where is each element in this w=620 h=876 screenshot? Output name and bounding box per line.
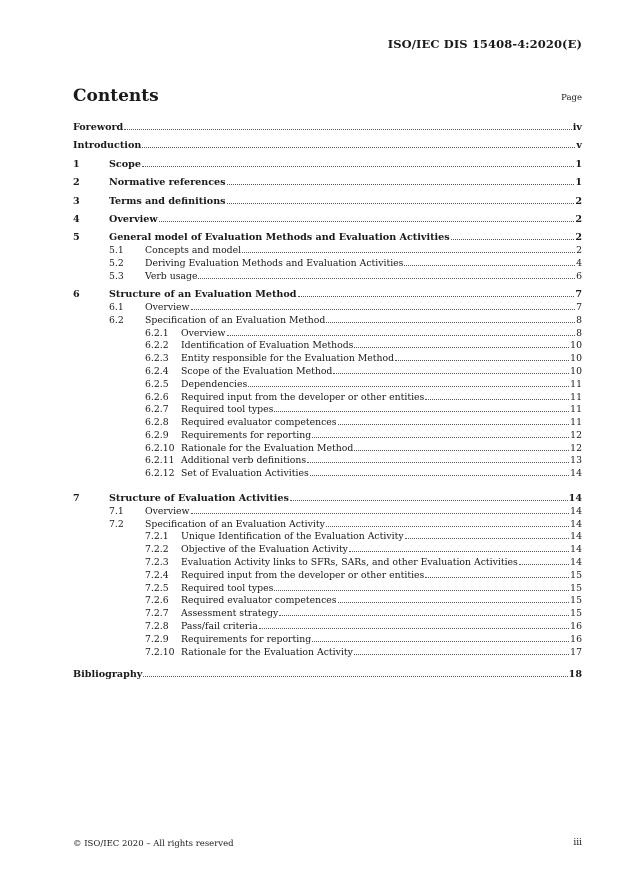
dot-leader	[191, 513, 570, 514]
toc-entry-number: 2	[73, 177, 80, 189]
toc-entry-page: 12	[570, 442, 582, 454]
toc-entry[interactable]	[73, 647, 582, 660]
dot-leader	[338, 602, 570, 603]
dot-leader	[519, 564, 569, 565]
page-number: iii	[573, 838, 582, 848]
toc-entry-title: Required input from the developer or other entities	[181, 569, 425, 581]
toc-entry-page: 10	[570, 353, 582, 365]
toc-entry-number: 7.2.6	[145, 595, 169, 607]
toc-entry-page: 16	[570, 633, 582, 645]
toc-entry-title: Required input from the developer or other entities	[181, 391, 425, 403]
dot-leader	[274, 590, 569, 591]
dot-leader	[405, 538, 570, 539]
toc-entry-page: 11	[570, 404, 582, 416]
toc-entry-number: 6.2.5	[145, 378, 169, 390]
toc-entry[interactable]	[73, 608, 582, 621]
toc-entry-page: 16	[570, 621, 582, 633]
toc-entry-number: 7.2.8	[145, 621, 169, 633]
toc-entry-page: 14	[570, 557, 582, 569]
toc-entry-number: 4	[73, 213, 80, 225]
toc-entry[interactable]	[73, 366, 582, 379]
dot-leader	[259, 628, 569, 629]
toc-entry-title: Dependencies	[181, 378, 248, 390]
toc-entry-number: 7.1	[109, 505, 124, 517]
toc-entry-page: 10	[570, 365, 582, 377]
toc-entry-title: Requirements for reporting	[181, 429, 312, 441]
toc-entry-title: Concepts and model	[145, 245, 242, 257]
toc-entry-title: Specification of an Evaluation Activity	[145, 518, 325, 530]
contents-title: Contents	[73, 86, 159, 106]
dot-leader	[142, 166, 574, 167]
toc-entry-title: Identification of Evaluation Methods	[181, 340, 354, 352]
toc-entry-title: Objective of the Evaluation Activity	[181, 544, 348, 556]
toc-entry-title: Deriving Evaluation Methods and Evaluation Activities	[145, 257, 404, 269]
toc-entry[interactable]	[73, 443, 582, 456]
toc-entry-title: Rationale for the Evaluation Activity	[181, 646, 353, 658]
toc-entry-title: Evaluation Activity links to SFRs, SARs, and other Evaluation Activities	[181, 557, 518, 569]
toc-entry-page: 14	[570, 518, 582, 530]
toc-entry-number: 7.2.9	[145, 633, 169, 645]
dot-leader	[227, 184, 575, 185]
toc-entry[interactable]	[73, 289, 582, 302]
dot-leader	[326, 526, 569, 527]
dot-leader	[248, 386, 569, 387]
toc-entry-page: 8	[576, 327, 582, 339]
toc-entry-page: 15	[570, 595, 582, 607]
toc-entry-page: v	[576, 140, 582, 152]
toc-entry-title: Specification of an Evaluation Method	[145, 314, 326, 326]
dot-leader	[310, 475, 569, 476]
toc-entry[interactable]	[73, 506, 582, 519]
toc-entry[interactable]	[73, 214, 582, 227]
toc-entry-number: 7	[73, 493, 80, 505]
toc-entry[interactable]	[73, 258, 582, 271]
toc-entry[interactable]	[73, 468, 582, 481]
toc-entry[interactable]	[73, 271, 582, 284]
toc-entry-number: 3	[73, 195, 80, 207]
toc-entry-number: 6.2.10	[145, 442, 175, 454]
toc-entry-page: 13	[570, 455, 582, 467]
toc-entry-number: 6.2.8	[145, 417, 169, 429]
toc-entry-page: 15	[570, 608, 582, 620]
toc-entry[interactable]	[73, 455, 582, 468]
toc-entry-title: Required evaluator competences	[181, 595, 337, 607]
toc-entry-title: Required tool types	[181, 404, 274, 416]
dot-leader	[354, 450, 569, 451]
toc-entry[interactable]	[73, 245, 582, 258]
dot-leader	[279, 615, 569, 616]
toc-entry-page: 18	[568, 669, 582, 681]
toc-entry-title: Introduction	[73, 140, 142, 152]
toc-entry-page: 2	[575, 213, 582, 225]
toc-entry[interactable]	[73, 328, 582, 341]
toc-entry-title: Assessment strategy	[181, 608, 279, 620]
toc-entry-number: 7.2.1	[145, 531, 169, 543]
toc-entry-title: Pass/fail criteria	[181, 621, 258, 633]
toc-entry-title: Requirements for reporting	[181, 633, 312, 645]
toc-entry-number: 6.2.12	[145, 468, 175, 480]
dot-leader	[404, 265, 575, 266]
toc-entry-number: 7.2	[109, 518, 124, 530]
toc-entry-number: 6.2.11	[145, 455, 175, 467]
copyright-notice: © ISO/IEC 2020 – All rights reserved	[73, 839, 234, 849]
toc-entry-number: 5.1	[109, 245, 124, 257]
toc-entry-page: 6	[576, 270, 582, 282]
toc-entry-title: Bibliography	[73, 669, 143, 681]
toc-entry-page: 10	[570, 340, 582, 352]
toc-entry[interactable]	[73, 531, 582, 544]
toc-entry-page: 11	[570, 391, 582, 403]
toc-entry-number: 6.2	[109, 314, 124, 326]
toc-entry-page: 2	[575, 195, 582, 207]
document-id: ISO/IEC DIS 15408-4:2020(E)	[387, 37, 582, 51]
toc-entry-page: 4	[576, 257, 582, 269]
toc-entry-title: Rationale for the Evaluation Method	[181, 442, 354, 454]
toc-entry-title: Required tool types	[181, 582, 274, 594]
toc-entry-page: 7	[576, 301, 582, 313]
toc-entry-page: 12	[570, 429, 582, 441]
dot-leader	[274, 411, 569, 412]
dot-leader	[227, 335, 576, 336]
toc-entry-page: 7	[575, 289, 582, 301]
toc-entry[interactable]	[73, 621, 582, 634]
dot-leader	[198, 278, 575, 279]
toc-entry[interactable]	[73, 519, 582, 532]
toc-entry-number: 6.1	[109, 301, 124, 313]
toc-entry[interactable]	[73, 595, 582, 608]
toc-entry[interactable]	[73, 177, 582, 190]
toc-entry-page: 11	[570, 378, 582, 390]
toc-entry-title: Normative references	[109, 177, 226, 189]
toc-entry-title: Overview	[145, 301, 190, 313]
toc-entry-page: 14	[570, 468, 582, 480]
dot-leader	[349, 551, 569, 552]
toc-entry-number: 5.2	[109, 257, 124, 269]
toc-entry-title: Set of Evaluation Activities	[181, 468, 309, 480]
toc-entry-title: Scope	[109, 158, 141, 170]
toc-entry[interactable]	[73, 196, 582, 209]
toc-entry-number: 5.3	[109, 270, 124, 282]
toc-entry-page: 14	[570, 544, 582, 556]
toc-entry-number: 6	[73, 289, 80, 301]
toc-entry-title: Verb usage	[145, 270, 198, 282]
toc-entry-title: Additional verb definitions	[181, 455, 307, 467]
table-of-contents	[73, 122, 582, 682]
toc-entry-page: 11	[570, 417, 582, 429]
toc-entry-number: 7.2.3	[145, 557, 169, 569]
toc-entry-title: Overview	[109, 213, 158, 225]
toc-entry-page: 15	[570, 582, 582, 594]
toc-entry-number: 7.2.10	[145, 646, 175, 658]
toc-entry-page: 17	[570, 646, 582, 658]
toc-entry-title: Structure of Evaluation Activities	[109, 493, 289, 505]
toc-entry-title: Overview	[181, 327, 226, 339]
toc-entry-title: Entity responsible for the Evaluation Method	[181, 353, 395, 365]
dot-leader	[227, 203, 575, 204]
toc-entry-number: 6.2.1	[145, 327, 169, 339]
toc-entry[interactable]	[73, 302, 582, 315]
toc-entry[interactable]	[73, 392, 582, 405]
toc-entry-number: 7.2.7	[145, 608, 169, 620]
toc-entry-page: 2	[575, 232, 582, 244]
dot-leader	[451, 239, 575, 240]
toc-entry-number: 6.2.9	[145, 429, 169, 441]
toc-entry-title: General model of Evaluation Methods and Evaluation Activities	[109, 232, 450, 244]
toc-entry-number: 1	[73, 158, 80, 170]
toc-entry-title: Required evaluator competences	[181, 417, 337, 429]
toc-entry-number: 6.2.2	[145, 340, 169, 352]
toc-entry[interactable]	[73, 340, 582, 353]
toc-entry-number: 6.2.7	[145, 404, 169, 416]
toc-entry-number: 6.2.6	[145, 391, 169, 403]
toc-entry-page: 14	[568, 493, 582, 505]
toc-entry-number: 7.2.4	[145, 569, 169, 581]
toc-entry[interactable]	[73, 353, 582, 366]
dot-leader	[307, 462, 569, 463]
dot-leader	[425, 399, 569, 400]
toc-entry[interactable]	[73, 122, 582, 135]
dot-leader	[312, 641, 569, 642]
dot-leader	[354, 347, 569, 348]
toc-entry[interactable]	[73, 404, 582, 417]
toc-entry[interactable]	[73, 417, 582, 430]
toc-entry-page: 1	[575, 177, 582, 189]
toc-entry[interactable]	[73, 583, 582, 596]
toc-entry-number: 7.2.5	[145, 582, 169, 594]
toc-entry[interactable]	[73, 159, 582, 172]
toc-entry[interactable]	[73, 379, 582, 392]
toc-entry-page: 14	[570, 531, 582, 543]
toc-entry[interactable]	[73, 634, 582, 647]
toc-entry-title: Overview	[145, 505, 190, 517]
toc-entry-number: 6.2.4	[145, 365, 169, 377]
toc-entry-title: Foreword	[73, 122, 124, 133]
dot-leader	[298, 296, 575, 297]
toc-entry-page: 14	[570, 505, 582, 517]
dot-leader	[159, 221, 575, 222]
toc-entry[interactable]	[73, 557, 582, 570]
toc-entry-number: 5	[73, 232, 80, 244]
toc-entry-title: Unique Identification of the Evaluation Activity	[181, 531, 404, 543]
dot-leader	[326, 322, 575, 323]
dot-leader	[242, 252, 575, 253]
toc-entry[interactable]	[73, 315, 582, 328]
dot-leader	[124, 129, 572, 130]
toc-entry[interactable]	[73, 232, 582, 245]
toc-entry-title: Structure of an Evaluation Method	[109, 289, 297, 301]
toc-entry-page: iv	[572, 122, 582, 133]
dot-leader	[142, 147, 575, 148]
page-column-label: Page	[561, 93, 582, 103]
toc-entry[interactable]	[73, 669, 582, 682]
dot-leader	[290, 500, 568, 501]
toc-entry-page: 8	[576, 314, 582, 326]
dot-leader	[143, 676, 567, 677]
toc-entry[interactable]	[73, 430, 582, 443]
toc-entry-title: Scope of the Evaluation Method	[181, 365, 333, 377]
dot-leader	[333, 373, 569, 374]
dot-leader	[425, 577, 569, 578]
dot-leader	[338, 424, 570, 425]
dot-leader	[191, 309, 576, 310]
dot-leader	[354, 654, 569, 655]
toc-entry[interactable]	[73, 493, 582, 506]
toc-entry-number: 7.2.2	[145, 544, 169, 556]
toc-entry-title: Terms and definitions	[109, 195, 226, 207]
dot-leader	[395, 360, 569, 361]
toc-entry[interactable]	[73, 544, 582, 557]
toc-entry[interactable]	[73, 140, 582, 153]
dot-leader	[312, 437, 569, 438]
toc-entry-page: 1	[575, 158, 582, 170]
toc-entry[interactable]	[73, 570, 582, 583]
toc-entry-page: 2	[576, 245, 582, 257]
toc-entry-page: 15	[570, 569, 582, 581]
toc-entry-number: 6.2.3	[145, 353, 169, 365]
